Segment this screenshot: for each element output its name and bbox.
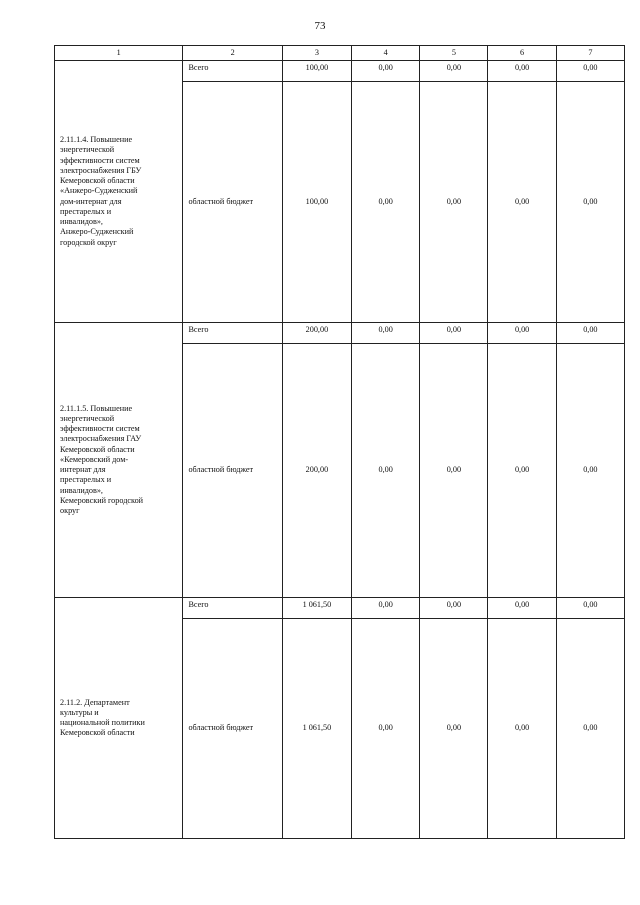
column-number-row bbox=[55, 46, 625, 61]
amount-cell: 100,00 bbox=[282, 82, 351, 323]
amount-cell: 0,00 bbox=[556, 619, 624, 839]
amount-cell: 0,00 bbox=[420, 61, 488, 82]
measure-description: 2.11.2. Департамент культуры и национальной политики Кемеровской области bbox=[55, 598, 183, 839]
amount-cell: 0,00 bbox=[488, 61, 556, 82]
funding-source: областной бюджет bbox=[183, 619, 282, 839]
column-header: 2 bbox=[183, 46, 282, 61]
table-row bbox=[55, 323, 625, 344]
amount-cell: 0,00 bbox=[556, 323, 624, 344]
amount-cell: 1 061,50 bbox=[282, 619, 351, 839]
amount-cell: 100,00 bbox=[282, 61, 351, 82]
amount-cell: 0,00 bbox=[352, 619, 420, 839]
amount-cell: 0,00 bbox=[488, 82, 556, 323]
amount-cell: 0,00 bbox=[352, 323, 420, 344]
budget-table bbox=[54, 45, 625, 839]
measure-description: 2.11.1.4. Повышение энергетической эффективности систем электроснабжения ГБУ Кемеровской области «Анжеро-Судженский дом-интернат для престарелых и инвалидов», Анжеро-Судженский городской округ bbox=[55, 61, 183, 323]
measure-description: 2.11.1.5. Повышение энергетической эффективности систем электроснабжения ГАУ Кемеровской области «Кемеровский дом- интернат для престарелых и инвалидов», Кемеровский городской округ bbox=[55, 323, 183, 598]
amount-cell: 0,00 bbox=[352, 82, 420, 323]
amount-cell: 200,00 bbox=[282, 344, 351, 598]
amount-cell: 0,00 bbox=[556, 82, 624, 323]
funding-source: Всего bbox=[183, 598, 282, 619]
column-header: 1 bbox=[55, 46, 183, 61]
funding-source: областной бюджет bbox=[183, 344, 282, 598]
table-row bbox=[55, 61, 625, 82]
amount-cell: 0,00 bbox=[488, 598, 556, 619]
column-header: 6 bbox=[488, 46, 556, 61]
column-header: 7 bbox=[556, 46, 624, 61]
amount-cell: 0,00 bbox=[352, 344, 420, 598]
amount-cell: 0,00 bbox=[420, 323, 488, 344]
amount-cell: 0,00 bbox=[556, 344, 624, 598]
column-header: 4 bbox=[352, 46, 420, 61]
funding-source: Всего bbox=[183, 61, 282, 82]
amount-cell: 0,00 bbox=[420, 619, 488, 839]
amount-cell: 0,00 bbox=[556, 598, 624, 619]
amount-cell: 1 061,50 bbox=[282, 598, 351, 619]
column-header: 5 bbox=[420, 46, 488, 61]
amount-cell: 0,00 bbox=[488, 323, 556, 344]
amount-cell: 0,00 bbox=[352, 61, 420, 82]
amount-cell: 0,00 bbox=[488, 344, 556, 598]
funding-source: областной бюджет bbox=[183, 82, 282, 323]
amount-cell: 0,00 bbox=[488, 619, 556, 839]
column-header: 3 bbox=[282, 46, 351, 61]
amount-cell: 0,00 bbox=[420, 82, 488, 323]
amount-cell: 0,00 bbox=[420, 344, 488, 598]
amount-cell: 200,00 bbox=[282, 323, 351, 344]
amount-cell: 0,00 bbox=[352, 598, 420, 619]
page-number: 73 bbox=[314, 20, 326, 32]
funding-source: Всего bbox=[183, 323, 282, 344]
amount-cell: 0,00 bbox=[556, 61, 624, 82]
amount-cell: 0,00 bbox=[420, 598, 488, 619]
table-row bbox=[55, 598, 625, 619]
